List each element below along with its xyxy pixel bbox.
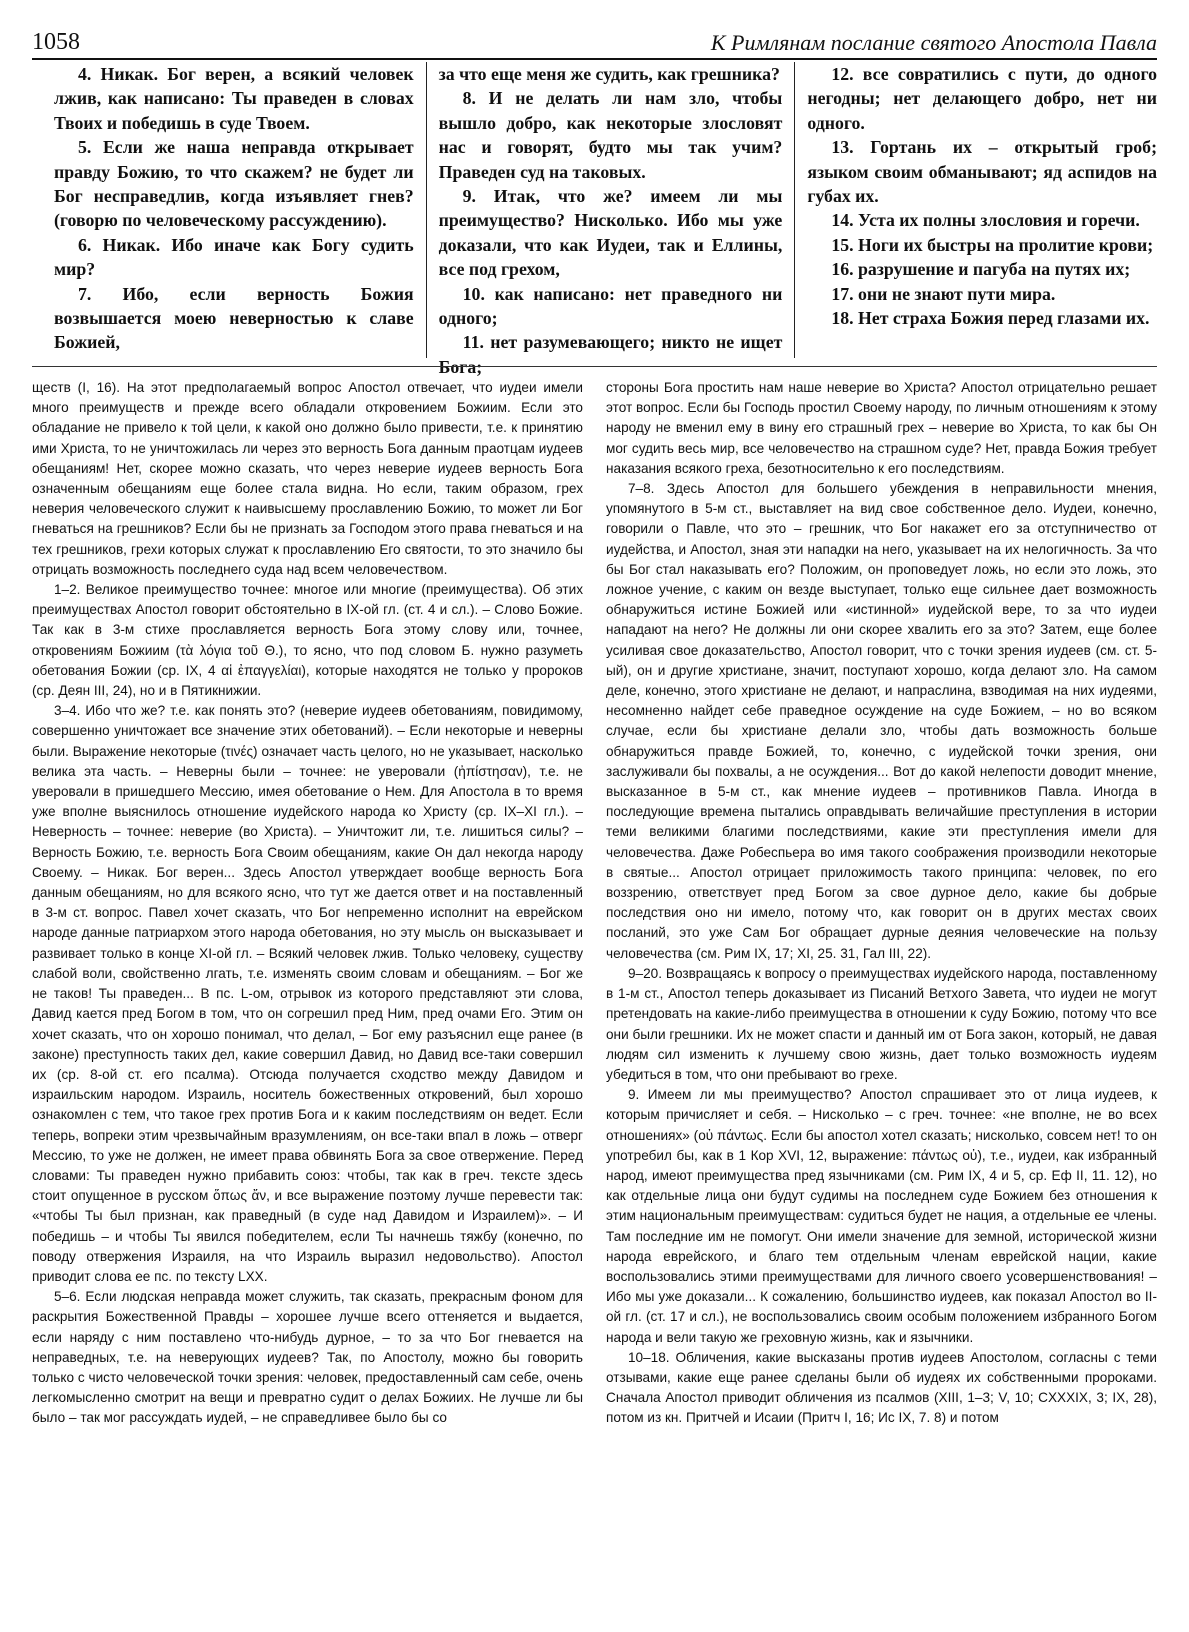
verse-continuation: за что еще меня же судить, как грешника? [438,64,780,84]
verse-column-2 [427,62,796,377]
verse: 18. Нет страха Божия перед глазами их. [831,308,1150,329]
verse: 11. нет разумевающего; никто не ищет Бога; [438,332,783,377]
verse: 4. Никак. Бог верен, а всякий человек лжив, как написано: Ты праведен в словах Твоих и победишь в суде Твоем. [54,64,414,133]
commentary-paragraph: 5–6. Если людская неправда может служить, так сказать, прекрасным фоном для раскрытия Божественной Правды – хорошее лучше всего оттеняется и выдается, если наряду с ним поставлено что-нибудь дурное, – то за что Бог гневается на неправедных, т.е. на неверующих иудеев? Так, по Апостолу, можно бы говорить только с чисто человеческой точки зрения: человек, предоставленный сам себе, очень легкомысленно смотрит на вещи и превратно судит о делах Божиих. Не лучше ли бы было – так мог рассуждать иудей, – не справедливее было бы со [32,1289,583,1426]
verse: 8. И не делать ли нам зло, чтобы вышло добро, как некоторые злословят нас и говорят, будто мы так учим? Праведен суд на таковых. [438,88,783,182]
verse: 6. Никак. Ибо иначе как Богу судить мир? [54,234,414,280]
commentary-paragraph: 3–4. Ибо что же? т.е. как понять это? (неверие иудеев обетованиям, повидимому, совершенно уничтожает все значение этих обетований). – Если некоторые и неверны были. Выражение некоторые (τινές) означает часть целого, но не указывает, насколько велика эта часть. – Неверны были – точнее: не уверовали (ἠπίστησαν), т.е. не уверовали в пришедшего Мессию, имея обетование о Нем. Для Апостола в то время уже вполне выяснилось отношение иудейского народа ко Христу (ср. IX–XI гл.). – Неверность – точнее: неверие (во Христа). – Уничтожит ли, т.е. лишиться силы? – Верность Божию, т.е. верность Бога Своим обещаниям, какие Он дал некогда народу Своему. – Никак. Бог верен... Здесь Апостол утверждает вообще верность Бога данным обещаниям, но для всякого ясно, что тут же дается ответ и на поставленный в 3-м ст. вопрос. Павел хочет сказать, что Бог непременно исполнит на еврейском народе данные патриархом этого народа обетования, но эту мысль он высказывает и развивает только в конце XI-ой гл. – Всякий человек лжив. Только человеку, существу слабой воли, свойственно лгать, т.е. изменять своим словам и обещаниям. – Бог же не таков! Ты праведен... В пс. L-ом, отрывок из которого представляют эти слова, Давид кается пред Богом в том, что он согрешил пред Ним, пред очами Его. Этим он хочет сказать, что он хорошо понимал, что делал, – Бог ему разъяснил еще ранее (в законе) преступность таких дел, какие совершил Давид, но Давид все-таки совершил их (ср. 8-ой ст. его псалма). Отсюда получается сходство между Давидом и израильским народом. Израиль, носитель божественных откровений, был хорошо ознакомлен с тем, что такое грех против Бога и к каким последствиям он ведет. Если теперь, вопреки этим чрезвычайным вразумлениям, он все-таки впал в ложь – отверг Мессию, то уже не должен, не имеет права обвинять Бога за свое отвержение. Перед словами: Ты праведен нужно прибавить союз: чтобы, так как в греч. тексте здесь стоит опущенное в русском ὅπως ἄν, и все выражение поэтому лучше перевести так: «чтобы Ты был признан, как праведный (в суде над Давидом и Израилем)». – И победишь – и чтобы Ты явился победителем, если Ты начнешь тяжбу (конечно, по поводу отвержения Израиля, на что Израиль выразил недовольство). Апостол приводит слова ее пс. по тексту LXX. [32,703,583,1284]
section-divider [32,366,1157,367]
verse: 7. Ибо, если верность Божия возвышается моею неверностью к славе Божией, [54,283,414,353]
page-number: 1058 [32,29,80,55]
commentary-paragraph: 9. Имеем ли мы преимущество? Апостол спрашивает это от лица иудеев, к которым причисляет и себя. – Нисколько – с греч. точнее: «не вполне, не во всех отношениях» (οὐ πάντως. Если бы апостол хотел сказать; нисколько, совсем нет! то он употребил бы, как в 1 Кор XVI, 12, выражение: πάντως οὐ), т.е., иудеи, как избранный народ, имеют преимущества пред язычниками (см. Рим IX, 4 и 5, ср. Еф II, 11. 12), но как отдельные лица они будут судимы на последнем суде Божием без отношения к этим национальным преимуществам: судиться будет не нация, а отдельные ее члены. Там последние им не помогут. Они имели значение для земной, исторической жизни народа еврейского, и благо тем отдельным членам еврейской нации, какие воспользовались этими преимуществами для личного своего усовершенствования! – Ибо мы уже доказали... К сожалению, большинство иудеев, как показал Апостол во II-ой гл. (ст. 17 и сл.), не воспользовались своим особым положением избранного Богом народа и вели такую же греховную жизнь, как и язычники. [606,1087,1157,1345]
verse: 15. Ноги их быстры на пролитие крови; [831,234,1154,255]
verse: 16. разрушение и пагуба на путях их; [831,259,1131,280]
header-rule [32,58,1157,60]
commentary-paragraph: ществ (I, 16). На этот предполагаемый вопрос Апостол отвечает, что иудеи имели много преимуществ и прежде всего обладали откровением Божиим. Если это обладание не привело к той цели, к какой оно должно было привести, т.е. к принятию ими Христа, то не уничтожилась ли через это верность Бога данным праотцам иудеев обещаниям! Нет, скорее можно сказать, что через неверие иудеев верность Бога означенным обещаниям еще более стала видна. Но если, таким образом, грех неверия человеческого служит к наивысшему прославлению Божию, то может ли Бог гневаться на грешников? Если бы не признать за Господом этого права гневаться и на тех грешников, грехи которых служат к прославлению Его святости, то это значило бы отрицать возможность последнего суда над всем человечеством. [32,380,583,577]
commentary-paragraph: 9–20. Возвращаясь к вопросу о преимуществах иудейского народа, поставленному в 1-м ст., Апостол теперь доказывает из Писаний Ветхого Завета, что иудеи не могут претендовать на какие-либо преимущества в отношении к суду Божию, потому что все они были грешники. Их не может спасти и данный им от Бога закон, который, не давая людям сил изменить к лучшему свою жизнь, дает только возможность иудеям убедиться в том, что они пребывают во грехе. [606,965,1157,1082]
commentary-paragraph: 10–18. Обличения, какие высказаны против иудеев Апостолом, согласны с теми отзывами, какие еще ранее сделаны были об иудеях их собственными пророками. Сначала Апостол приводит обличения из псалмов (XIII, 1–3; V, 10; CXXXIX, 3; IX, 28), потом из кн. Притчей и Исаии (Притч I, 16; Ис IX, 7. 8) и потом [606,1349,1157,1426]
commentary-text [32,378,1157,1608]
verse: 12. все совратились с пути, до одного негодны; нет делающего добро, нет ни одного. [807,64,1157,133]
commentary-paragraph: стороны Бога простить нам наше неверие во Христа? Апостол отрицательно решает этот вопрос. Если бы Господь простил Своему народу, по личным отношениям к этому народу не вменил ему в вину его страшный грех – неверие во Христа, то как бы Он мог судить весь мир, все человечество на страшном суде? Нет, правда Божия требует наказания всякого греха, безотносительно к его последствиям. [606,380,1157,476]
verse: 9. Итак, что же? имеем ли мы преимущество? Нисколько. Ибо мы уже доказали, что как Иудеи, так и Еллины, все под грехом, [438,186,783,280]
page-header [32,22,1157,56]
scripture-text [32,62,1157,377]
commentary-paragraph: 1–2. Великое преимущество точнее: многое или многие (преимущества). Об этих преимуществах Апостол говорит обстоятельно в IX-ой гл. (ст. 4 и сл.). – Слово Божие. Так как в 3-м стихе прославляется верность Бога этому слову или, точнее, откровениям Божиим (τὰ λόγια τοῦ Θ.), то ясно, что под словом Б. нужно разуметь обетования Божии (ср. IX, 4 αἱ ἐπαγγελίαι), которые находятся не только у пророков (ср. Деян III, 24), но и в Пятикнижии. [32,582,583,699]
commentary-column-right [606,378,1157,1608]
verse-column-3 [795,62,1157,358]
verse: 5. Если же наша неправда открывает правду Божию, то что скажем? не будет ли Бог несправедлив, когда изъявляет гнев? (говорю по человеческому рассуждению). [54,137,414,231]
commentary-column-left [32,378,583,1608]
verse: 10. как написано: нет праведного ни одного; [438,283,783,329]
verse-column-1 [32,62,427,358]
running-title: К Римлянам послание святого Апостола Павла [710,30,1157,55]
verse: 14. Уста их полны злословия и горечи. [831,210,1140,231]
verse: 13. Гортань их – открытый гроб; языком своим обманывают; яд аспидов на губах их. [807,137,1157,207]
verse: 17. они не знают пути мира. [831,283,1056,304]
commentary-paragraph: 7–8. Здесь Апостол для большего убеждения в неправильности мнения, упомянутого в 5-м ст., выставляет на вид свое собственное дело. Иудеи, конечно, говорили о Павле, что это – грешник, что Бог накажет его за отступничество от иудейства, и Апостол, зная эти нападки на него, указывает на их нелогичность. За что бы Бог стал наказывать его? Положим, он проповедует ложь, но если это ложь, это ложное учение, с каким он везде выступает, только еще сильнее дает возможность обнаружиться истине Божией или «истинной» иудейской вере, то за что иудеи нападают на него? Не должны ли они скорее хвалить его за это? Затем, еще более усиливая свое доказательство, Апостол говорит, что с точки зрения иудеев (см. ст. 5-ый), он и другие христиане, значит, поступают хорошо, когда делают зло. На самом деле, конечно, этого христиане не делают, и напраслина, взводимая на них иудеями, несомненно найдет себе праведное осуждение на суде Божием, – но во всяком случае, если бы христиане делали зло, чтобы дать возможность больше обнаружиться правде Божией, то, конечно, с иудейской точки зрения, они заслуживали бы похвалы, а не осуждения... Вот до какой нелепости доводит мнение, высказанное в 5-м ст., как мнение иудеев – противников Павла. Иногда в последующие времена пытались оправдывать величайшие преступления в истории теми великими благими последствиями, какие эти преступления имели для человечества. Даже Робеспьера во имя такого соображения производили некоторые в святые... Апостол отрицает приложимость такого принципа: человек, по его воззрению, ответствует пред Богом за свое дурное дело, какие бы добрые последствия оно ни имело, потому что, как говорит он в других местах своих посланий, это уже Сам Бог обращает дурные деяния человеческие на пользу человечества (см. Рим IX, 17; XI, 25. 31, Гал III, 22). [606,481,1157,961]
